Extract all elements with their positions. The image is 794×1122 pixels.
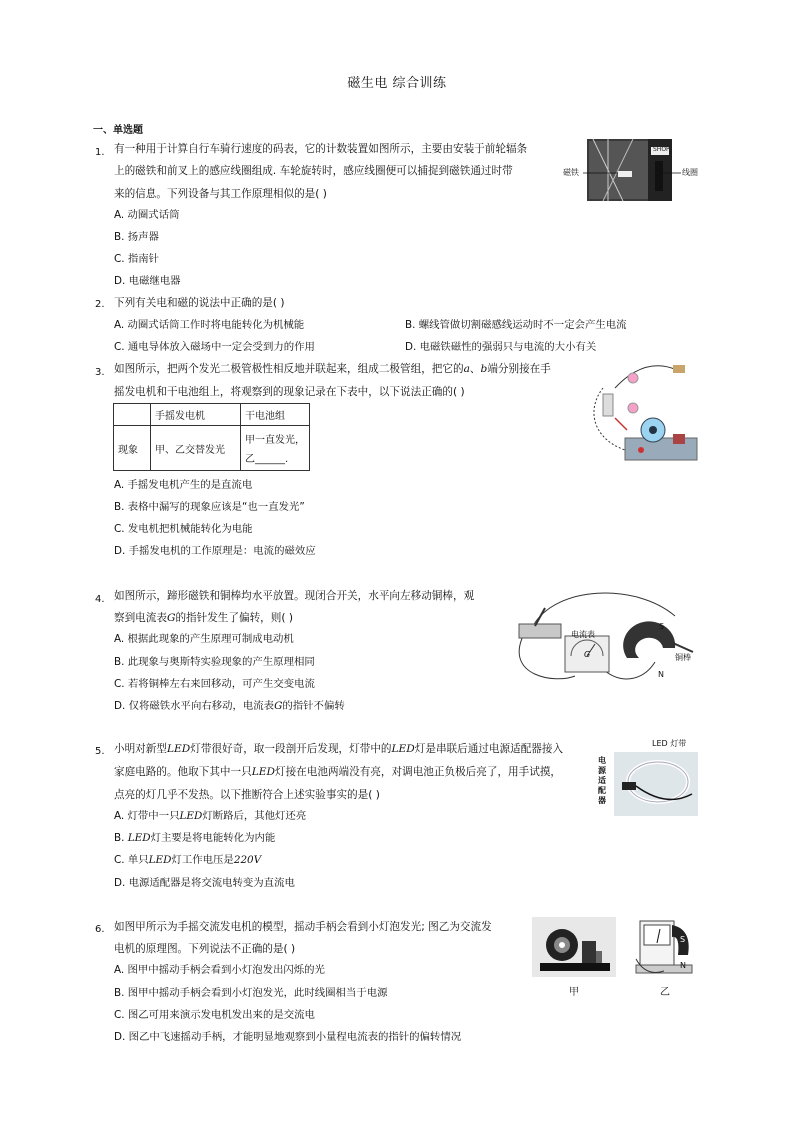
- question-number: 1.: [95, 147, 105, 158]
- option-c: C. 单只LED灯工作电压是220V: [114, 854, 262, 866]
- figure-jia-label: 甲: [569, 987, 579, 998]
- page-title: 磁生电 综合训练: [347, 76, 447, 91]
- option-b: B. 表格中漏写的现象应该是“也一直发光”: [114, 501, 305, 513]
- generator-illustrations: [532, 915, 704, 983]
- shop-sign: SHOP: [653, 146, 670, 153]
- option-d: D. 手摇发电机的工作原理是：电流的磁效应: [114, 545, 316, 557]
- option-a: A. 灯带中一只LED灯断路后，其他灯还亮: [114, 810, 307, 822]
- option-c: C. 通电导体放入磁场中一定会受到力的作用: [114, 341, 315, 353]
- question-text: 如图甲所示为手摇交流发电机的模型，摇动手柄会看到小灯泡发光; 图乙为交流发: [114, 921, 492, 933]
- option-a: A. 图甲中摇动手柄会看到小灯泡发出闪烁的光: [114, 964, 325, 976]
- question-text: 摇发电机和干电池组上，将观察到的现象记录在下表中，以下说法正确的( ): [114, 386, 465, 398]
- pole-n-label: N: [680, 961, 686, 970]
- question-text: 如图所示，把两个发光二极管极性相反地并联起来，组成二极管组，把它的a、b端分别接在手: [114, 363, 551, 375]
- table-cell: [114, 404, 151, 426]
- pole-s-label: S: [659, 622, 665, 631]
- figure-yi-label: 乙: [660, 987, 670, 998]
- section-heading: 一、单选题: [93, 125, 143, 136]
- option-c: C. 指南针: [114, 253, 160, 265]
- led-strip-label: LED 灯带: [652, 739, 687, 748]
- pole-s-label: S: [680, 935, 686, 944]
- option-d: D. 电磁铁磁性的强弱只与电流的大小有关: [405, 341, 597, 353]
- option-d: D. 图乙中飞速摇动手柄，才能明显地观察到小量程电流表的指针的偏转情况: [114, 1031, 462, 1043]
- galvanometer-symbol: G: [584, 650, 591, 659]
- option-a: A. 根据此现象的产生原理可制成电动机: [114, 633, 294, 645]
- led-strip-photo: [596, 738, 700, 818]
- question-text: 电机的原理图。下列说法不正确的是( ): [114, 943, 296, 955]
- led-strip-figure: [596, 738, 700, 818]
- bike-counter-figure: [563, 139, 703, 201]
- circuit-illustration: [515, 586, 705, 686]
- table-cell: 甲、乙交替发光: [151, 426, 241, 471]
- option-d: D. 电磁继电器: [114, 275, 181, 287]
- option-c: C. 发电机把机械能转化为电能: [114, 523, 253, 535]
- option-c: C. 图乙可用来演示发电机发出来的是交流电: [114, 1009, 315, 1021]
- magnet-rod-figure: [515, 586, 705, 686]
- option-b: B. 螺线管做切割磁感线运动时不一定会产生电流: [405, 319, 627, 331]
- option-b: B. 此现象与奥斯特实验现象的产生原理相同: [114, 656, 315, 668]
- table-cell: 甲一直发光， 乙______.: [241, 426, 310, 471]
- copper-rod-label: 铜棒: [675, 653, 691, 662]
- question-number: 6.: [95, 924, 105, 935]
- question-number: 2.: [95, 299, 105, 310]
- option-d: D. 电源适配器是将交流电转变为直流电: [114, 877, 295, 889]
- table-header: 手摇发电机: [151, 404, 241, 426]
- question-text: 察到电流表G的指针发生了偏转，则( ): [114, 612, 294, 624]
- pole-n-label: N: [658, 670, 664, 679]
- option-d: D. 仅将磁铁水平向右移动，电流表G的指针不偏转: [114, 700, 345, 712]
- diode-generator-figure: [585, 358, 700, 470]
- question-text: 上的磁铁和前叉上的感应线圈组成. 车轮旋转时，感应线圈便可以捕捉到磁铁通过时带: [114, 165, 513, 177]
- question-text: 小明对新型LED灯带很好奇，取一段剖开后发现，灯带中的LED灯是串联后通过电源适配器接入: [114, 743, 564, 755]
- table-row-label: 现象: [114, 426, 151, 471]
- diode-generator-illustration: [585, 358, 700, 470]
- question-text: 来的信息。下列设备与其工作原理相似的是( ): [114, 188, 327, 200]
- option-b: B. LED灯主要是将电能转化为内能: [114, 832, 276, 844]
- adapter-label: 电源适配器: [598, 756, 606, 805]
- question-text: 家庭电路的。他取下其中一只LED灯接在电池两端没有亮，对调电池正负极后亮了，用手试摸，: [114, 766, 562, 778]
- magnet-label: 磁铁: [563, 168, 579, 177]
- observation-table: [113, 403, 310, 471]
- coil-label: 线圈: [682, 168, 698, 177]
- option-c: C. 若将铜棒左右来回移动，可产生交变电流: [114, 678, 315, 690]
- option-a: A. 动圈式话筒: [114, 209, 180, 221]
- question-number: 3.: [95, 367, 105, 378]
- table-header: 干电池组: [241, 404, 310, 426]
- question-text: 有一种用于计算自行车骑行速度的码表，它的计数装置如图所示，主要由安装于前轮辐条: [114, 143, 528, 155]
- question-text: 点亮的灯几乎不发热。以下推断符合上述实验事实的是( ): [114, 789, 380, 801]
- question-number: 4.: [95, 594, 105, 605]
- option-b: B. 图甲中摇动手柄会看到小灯泡发光，此时线圈相当于电源: [114, 987, 388, 999]
- option-a: A. 动圈式话筒工作时将电能转化为机械能: [114, 319, 305, 331]
- question-text: 下列有关电和磁的说法中正确的是( ): [114, 297, 285, 309]
- ammeter-label: 电流表: [571, 630, 595, 639]
- question-number: 5.: [95, 746, 105, 757]
- generator-figure: [532, 915, 704, 997]
- option-a: A. 手摇发电机产生的是直流电: [114, 479, 253, 491]
- question-text: 如图所示，蹄形磁铁和铜棒均水平放置。现闭合开关，水平向左移动铜棒，观: [114, 590, 475, 602]
- option-b: B. 扬声器: [114, 231, 159, 243]
